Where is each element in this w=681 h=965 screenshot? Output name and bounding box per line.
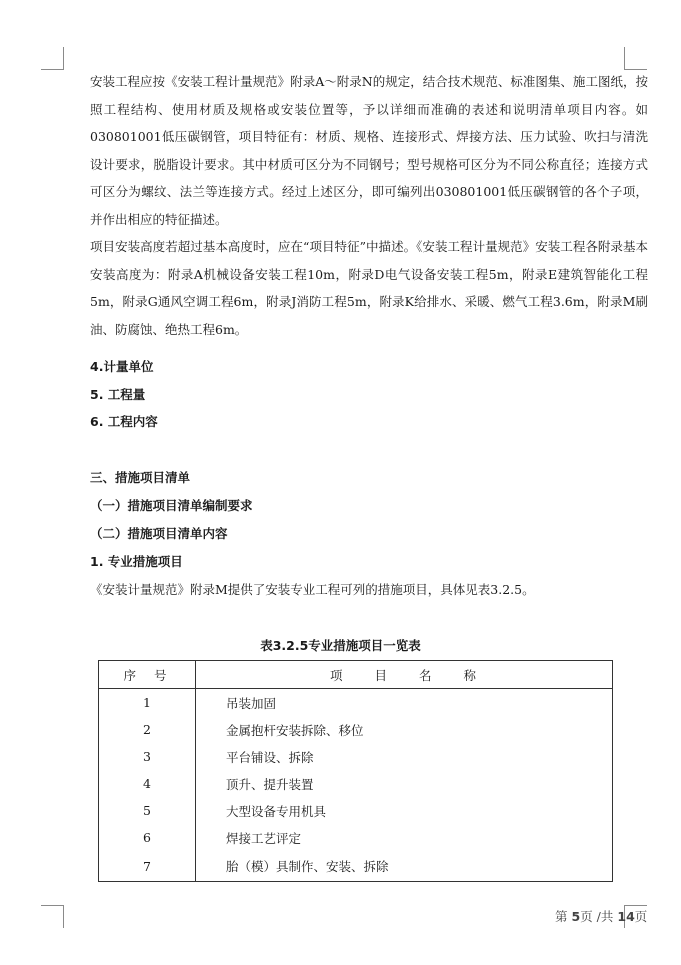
heading-measurement-unit: 4.计量单位 (90, 359, 154, 374)
crop-mark-top-left (41, 47, 64, 70)
paragraph-1: 安装工程应按《安装工程计量规范》附录A～附录N的规定，结合技术规范、标准图集、施工图纸，按照工程结构、使用材质及规格或安装位置等，予以详细而准确的表述和说明清单项目内容。如030801001低压碳钢管，项目特征有：材质、规格、连接形式、焊接方法、压力试验、吹扫与清洗设计要求，脱脂设计要求。其中材质可区分为不同钢号；型号规格可区分为不同公称直径；连接方式可区分为螺纹、法兰等连接方式。经过上述区分，即可编列出030801001低压碳钢管的各个子项，并作出相应的特征描述。 (90, 74, 648, 227)
table-header-row (99, 661, 613, 689)
row-name: 金属抱杆安装拆除、移位 (196, 716, 613, 743)
heading-sub-1: （一）措施项目清单编制要求 (90, 498, 253, 513)
row-number: 3 (99, 743, 196, 770)
heading-sub-2: （二）措施项目清单内容 (90, 526, 228, 541)
row-name: 平台铺设、拆除 (196, 743, 613, 770)
row-number: 1 (99, 689, 196, 717)
footer-prefix: 第 (555, 909, 568, 924)
table-row (99, 851, 613, 882)
row-name: 吊装加固 (196, 689, 613, 717)
column-header-no: 序号 (99, 661, 196, 689)
measures-table (98, 660, 613, 882)
row-number: 4 (99, 770, 196, 797)
heading-work-content: 6. 工程内容 (90, 414, 158, 429)
page-footer (555, 907, 647, 925)
row-name: 顶升、提升装置 (196, 770, 613, 797)
table-caption: 表3.2.5专业措施项目一览表 (260, 638, 421, 653)
heading-item-1: 1. 专业措施项目 (90, 554, 183, 569)
table-row (99, 743, 613, 770)
row-name: 焊接工艺评定 (196, 824, 613, 851)
paragraph-2: 项目安装高度若超过基本高度时，应在“项目特征”中描述。《安装工程计量规范》安装工程各附录基本安装高度为：附录A机械设备安装工程10m，附录D电气设备安装工程5m，附录E建筑智能化工程5m，附录G通风空调工程6m，附录J消防工程5m，附录K给排水、采暖、燃气工程3.6m，附录M刷油、防腐蚀、绝热工程6m。 (90, 239, 648, 337)
row-number: 7 (99, 851, 196, 882)
column-header-name: 项目名称 (196, 661, 613, 689)
row-name: 大型设备专用机具 (196, 797, 613, 824)
crop-mark-top-right (624, 47, 647, 70)
footer-suffix: 页 (634, 909, 648, 924)
row-number: 2 (99, 716, 196, 743)
heading-quantity: 5. 工程量 (90, 387, 146, 402)
body-text (90, 68, 648, 343)
table-row (99, 797, 613, 824)
table-row (99, 770, 613, 797)
crop-mark-bottom-left (41, 905, 64, 928)
footer-total-pages: 14 (617, 909, 635, 924)
row-name: 胎（模）具制作、安装、拆除 (196, 851, 613, 882)
table-row (99, 824, 613, 851)
heading-section-3: 三、措施项目清单 (90, 470, 191, 485)
footer-page-number: 5 (571, 909, 581, 924)
intro-line: 《安装计量规范》附录M提供了安装专业工程可列的措施项目，具体见表3.2.5。 (90, 582, 535, 597)
table-row (99, 689, 613, 717)
table-row (99, 716, 613, 743)
footer-mid: 页 /共 (580, 909, 614, 924)
row-number: 5 (99, 797, 196, 824)
row-number: 6 (99, 824, 196, 851)
